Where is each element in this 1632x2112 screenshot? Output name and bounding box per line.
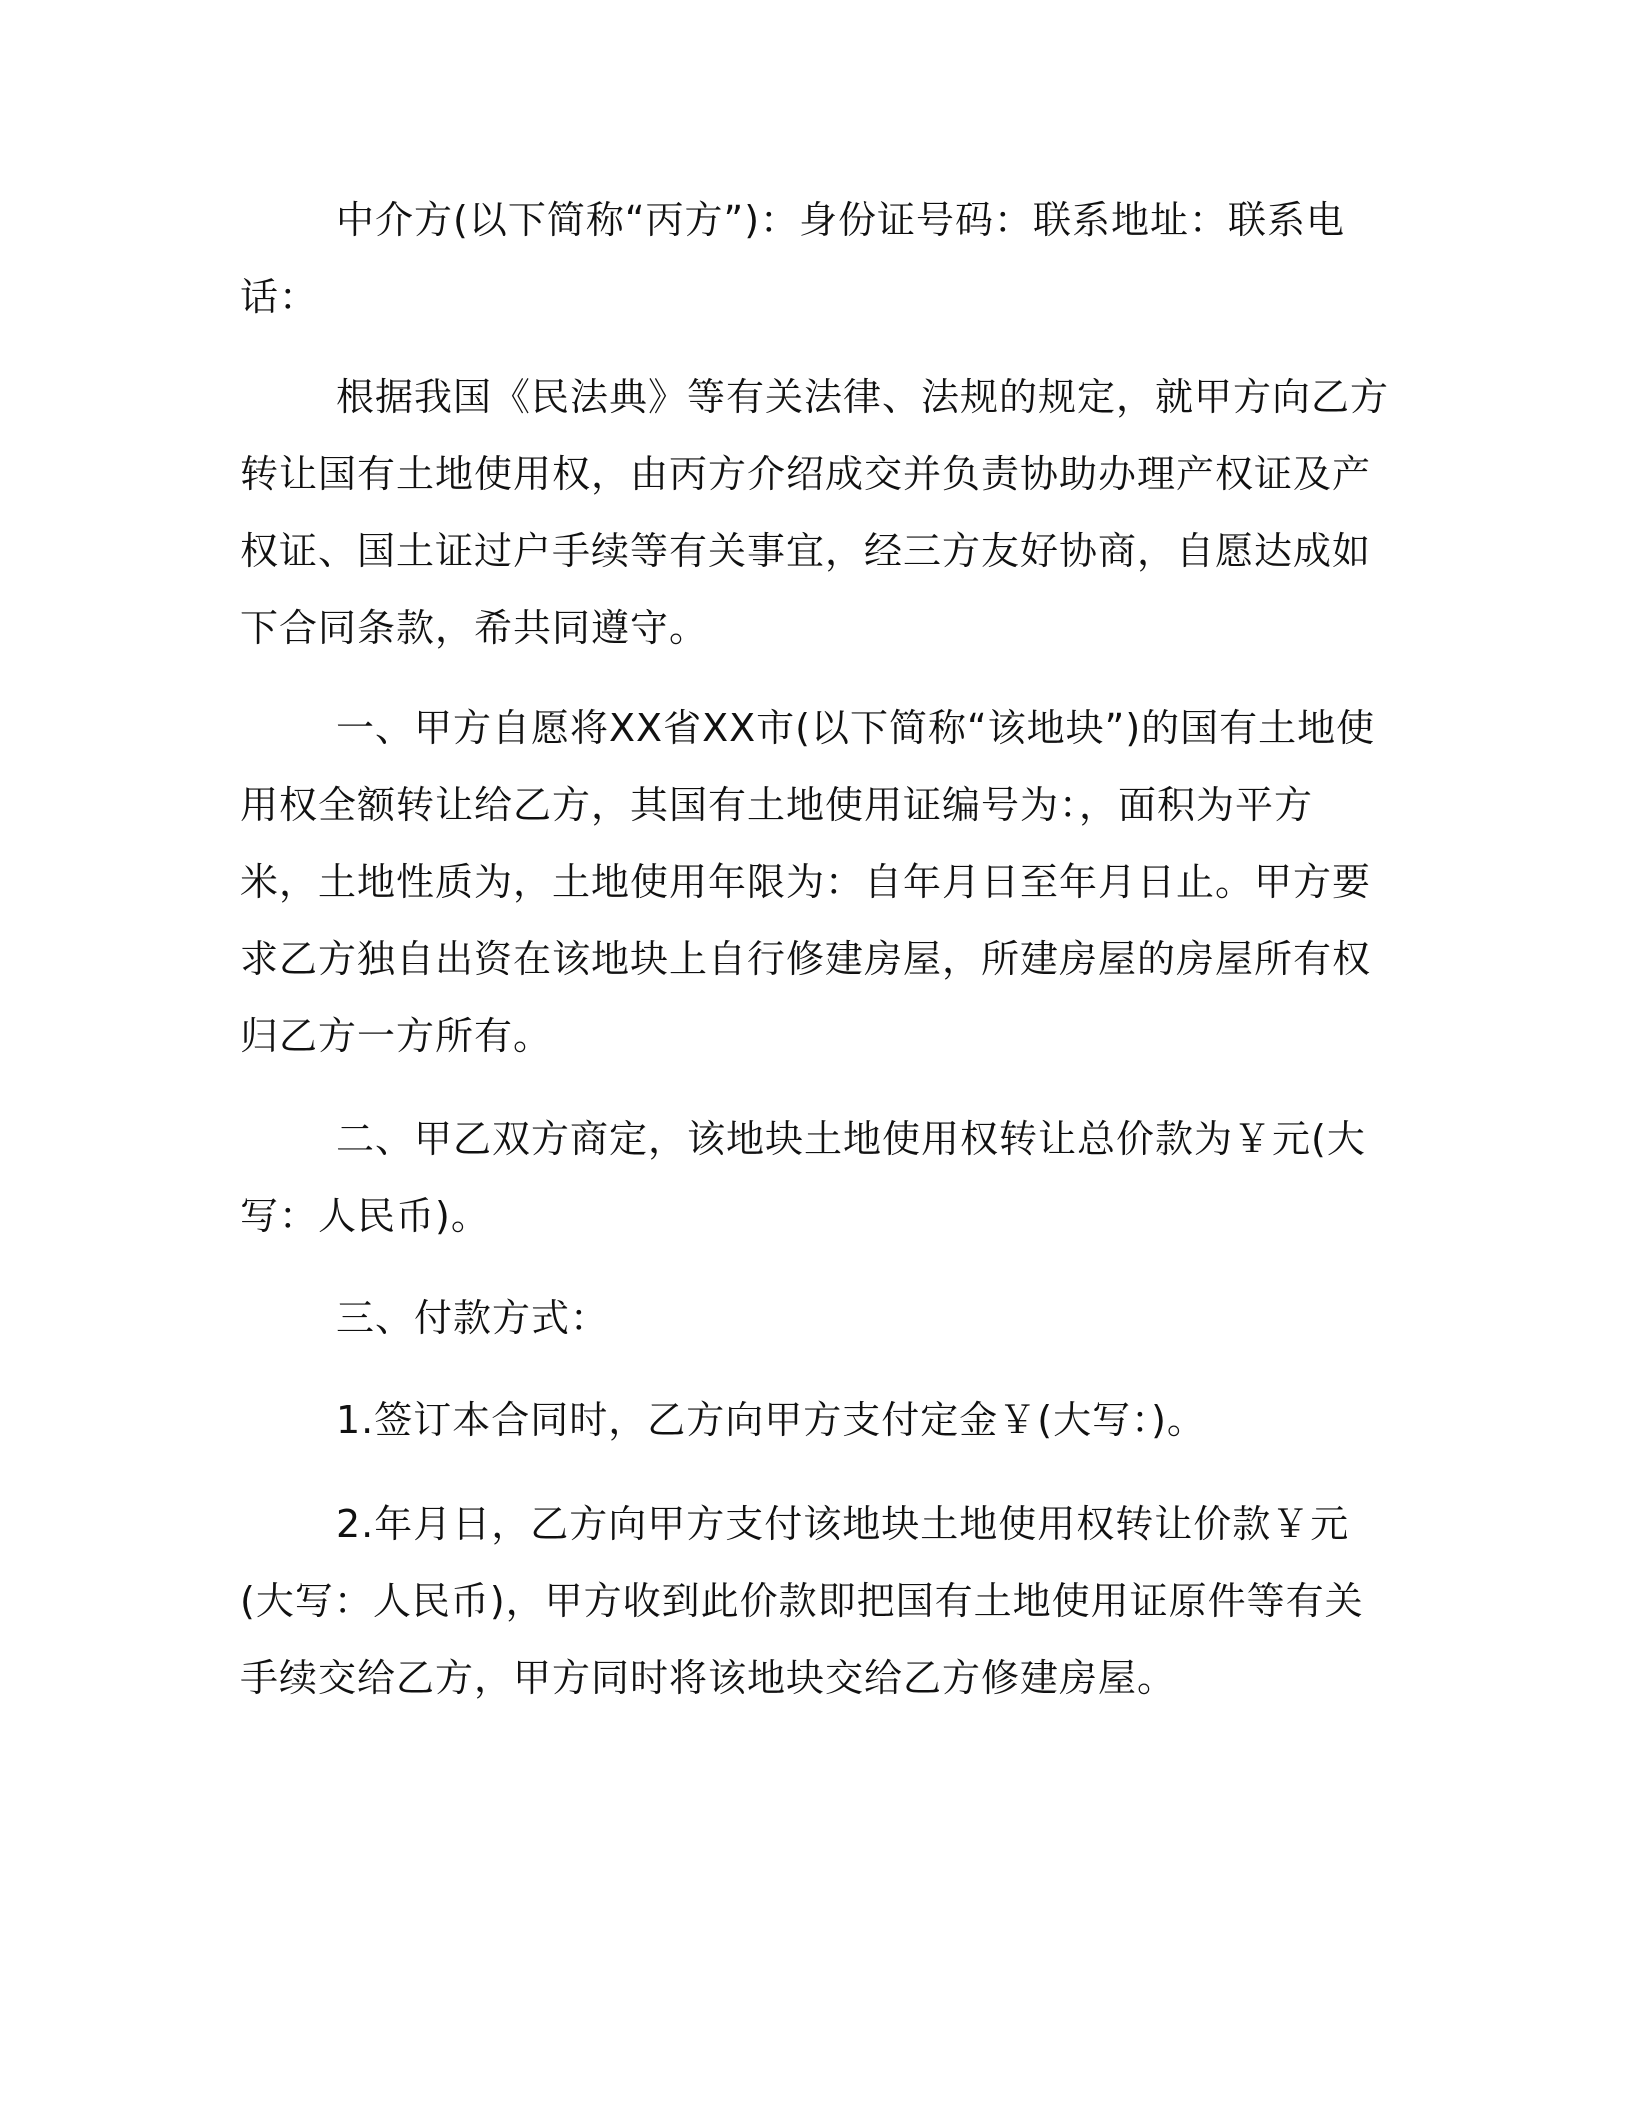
paragraph-payment-1: 1.签订本合同时，乙方向甲方支付定金￥(大写：)。 [336, 1398, 1206, 1442]
paragraph-clause-3-heading: 三、付款方式： [336, 1296, 610, 1340]
paragraph-payment-2: 2.年月日，乙方向甲方支付该地块土地使用权转让价款￥元(大写：人民币)，甲方收到此价款即把国有土地使用证原件等有关手续交给乙方，甲方同时将该地块交给乙方修建房屋。 [240, 1502, 1364, 1700]
paragraph-preamble: 根据我国《民法典》等有关法律、法规的规定，就甲方向乙方转让国有土地使用权，由丙方介绍成交并负责协助办理产权证及产权证、国土证过户手续等有关事宜，经三方友好协商，自愿达成如下合同条款，希共同遵守。 [240, 375, 1390, 650]
paragraph-intermediary-info: 中介方(以下简称“丙方”)：身份证号码：联系地址：联系电话： [240, 198, 1346, 319]
paragraph-clause-2: 二、甲乙双方商定，该地块土地使用权转让总价款为￥元(大写：人民币)。 [240, 1117, 1366, 1238]
paragraph-clause-1: 一、甲方自愿将XX省XX市(以下简称“该地块”)的国有土地使用权全额转让给乙方，其国有土地使用证编号为：，面积为平方米，土地性质为，土地使用年限为：自年月日至年月日止。甲方要求乙方独自出资在该地块上自行修建房屋，所建房屋的房屋所有权归乙方一方所有。 [240, 706, 1376, 1058]
